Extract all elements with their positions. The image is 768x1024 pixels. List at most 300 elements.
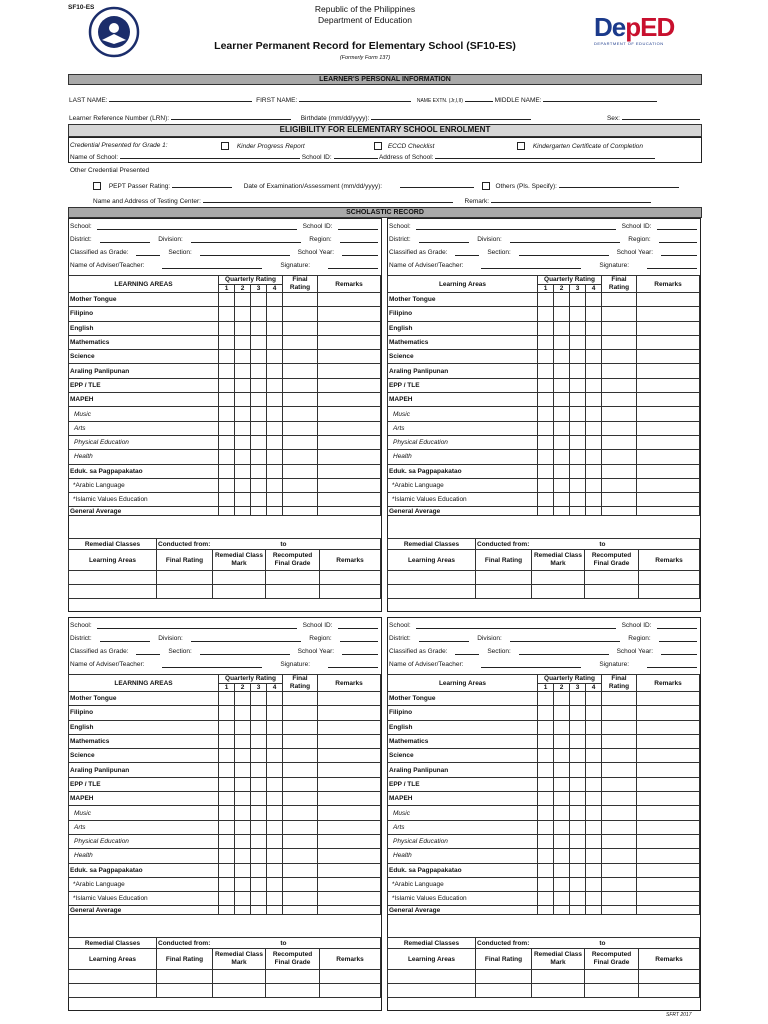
remedial-cell[interactable] xyxy=(639,585,700,599)
grade-cell[interactable] xyxy=(251,777,267,791)
blank-line[interactable] xyxy=(200,648,290,655)
grade-cell[interactable] xyxy=(570,393,586,407)
grade-cell[interactable] xyxy=(554,407,570,421)
grade-cell[interactable] xyxy=(318,892,381,906)
grade-cell[interactable] xyxy=(219,364,235,378)
remedial-cell[interactable] xyxy=(388,571,476,585)
blank-line[interactable] xyxy=(338,622,378,629)
grade-cell[interactable] xyxy=(219,906,235,915)
grade-cell[interactable] xyxy=(570,806,586,820)
grade-cell[interactable] xyxy=(538,350,554,364)
grade-cell[interactable] xyxy=(219,763,235,777)
blank-line[interactable] xyxy=(340,635,378,642)
grade-cell[interactable] xyxy=(602,335,637,349)
grade-cell[interactable] xyxy=(554,763,570,777)
grade-cell[interactable] xyxy=(554,393,570,407)
grade-cell[interactable] xyxy=(586,806,602,820)
grade-cell[interactable] xyxy=(554,692,570,706)
grade-cell[interactable] xyxy=(235,293,251,307)
grade-cell[interactable] xyxy=(570,834,586,848)
grade-cell[interactable] xyxy=(283,834,318,848)
remedial-cell[interactable] xyxy=(476,970,532,984)
grade-cell[interactable] xyxy=(267,692,283,706)
grade-cell[interactable] xyxy=(283,493,318,507)
testing-center-field[interactable] xyxy=(203,196,453,203)
grade-cell[interactable] xyxy=(538,293,554,307)
grade-cell[interactable] xyxy=(251,421,267,435)
remedial-cell[interactable] xyxy=(320,970,381,984)
blank-line[interactable] xyxy=(97,622,297,629)
grade-cell[interactable] xyxy=(637,464,700,478)
remedial-cell[interactable] xyxy=(213,970,266,984)
grade-cell[interactable] xyxy=(235,307,251,321)
grade-cell[interactable] xyxy=(251,378,267,392)
grade-cell[interactable] xyxy=(318,692,381,706)
grade-cell[interactable] xyxy=(318,307,381,321)
grade-cell[interactable] xyxy=(586,307,602,321)
grade-cell[interactable] xyxy=(251,350,267,364)
grade-cell[interactable] xyxy=(554,777,570,791)
grade-cell[interactable] xyxy=(586,734,602,748)
grade-cell[interactable] xyxy=(586,450,602,464)
grade-cell[interactable] xyxy=(554,378,570,392)
grade-cell[interactable] xyxy=(586,720,602,734)
grade-cell[interactable] xyxy=(318,792,381,806)
grade-cell[interactable] xyxy=(586,350,602,364)
grade-cell[interactable] xyxy=(235,806,251,820)
grade-cell[interactable] xyxy=(570,335,586,349)
grade-cell[interactable] xyxy=(283,450,318,464)
grade-cell[interactable] xyxy=(570,350,586,364)
grade-cell[interactable] xyxy=(554,749,570,763)
grade-cell[interactable] xyxy=(235,450,251,464)
grade-cell[interactable] xyxy=(602,450,637,464)
grade-cell[interactable] xyxy=(602,877,637,891)
blank-line[interactable] xyxy=(162,661,262,668)
grade-cell[interactable] xyxy=(318,820,381,834)
grade-cell[interactable] xyxy=(554,435,570,449)
grade-cell[interactable] xyxy=(251,364,267,378)
grade-cell[interactable] xyxy=(586,777,602,791)
grade-cell[interactable] xyxy=(267,421,283,435)
grade-cell[interactable] xyxy=(570,493,586,507)
grade-cell[interactable] xyxy=(235,378,251,392)
grade-cell[interactable] xyxy=(267,335,283,349)
grade-cell[interactable] xyxy=(570,435,586,449)
grade-cell[interactable] xyxy=(637,507,700,516)
grade-cell[interactable] xyxy=(570,692,586,706)
grade-cell[interactable] xyxy=(251,450,267,464)
grade-cell[interactable] xyxy=(538,393,554,407)
blank-line[interactable] xyxy=(342,249,378,256)
grade-cell[interactable] xyxy=(538,792,554,806)
grade-cell[interactable] xyxy=(637,820,700,834)
grade-cell[interactable] xyxy=(251,293,267,307)
grade-cell[interactable] xyxy=(219,478,235,492)
grade-cell[interactable] xyxy=(602,350,637,364)
grade-cell[interactable] xyxy=(267,393,283,407)
grade-cell[interactable] xyxy=(538,706,554,720)
grade-cell[interactable] xyxy=(219,706,235,720)
grade-cell[interactable] xyxy=(586,706,602,720)
grade-cell[interactable] xyxy=(267,378,283,392)
grade-cell[interactable] xyxy=(586,321,602,335)
blank-line[interactable] xyxy=(519,249,609,256)
grade-cell[interactable] xyxy=(637,335,700,349)
grade-cell[interactable] xyxy=(235,464,251,478)
grade-cell[interactable] xyxy=(602,307,637,321)
blank-line[interactable] xyxy=(416,223,616,230)
grade-cell[interactable] xyxy=(586,792,602,806)
grade-cell[interactable] xyxy=(235,407,251,421)
grade-cell[interactable] xyxy=(637,307,700,321)
grade-cell[interactable] xyxy=(267,706,283,720)
grade-cell[interactable] xyxy=(318,378,381,392)
grade-cell[interactable] xyxy=(267,507,283,516)
grade-cell[interactable] xyxy=(586,763,602,777)
remedial-cell[interactable] xyxy=(69,970,157,984)
grade-cell[interactable] xyxy=(637,763,700,777)
exam-date-field[interactable] xyxy=(400,181,474,188)
grade-cell[interactable] xyxy=(235,877,251,891)
grade-cell[interactable] xyxy=(219,407,235,421)
grade-cell[interactable] xyxy=(318,834,381,848)
grade-cell[interactable] xyxy=(318,464,381,478)
remedial-cell[interactable] xyxy=(157,571,213,585)
grade-cell[interactable] xyxy=(318,478,381,492)
grade-cell[interactable] xyxy=(283,777,318,791)
blank-line[interactable] xyxy=(419,635,469,642)
grade-cell[interactable] xyxy=(538,378,554,392)
grade-cell[interactable] xyxy=(602,507,637,516)
address-field[interactable] xyxy=(435,152,655,159)
grade-cell[interactable] xyxy=(538,450,554,464)
grade-cell[interactable] xyxy=(267,877,283,891)
grade-cell[interactable] xyxy=(554,863,570,877)
blank-line[interactable] xyxy=(419,236,469,243)
grade-cell[interactable] xyxy=(283,692,318,706)
grade-cell[interactable] xyxy=(586,834,602,848)
grade-cell[interactable] xyxy=(235,834,251,848)
grade-cell[interactable] xyxy=(637,435,700,449)
grade-cell[interactable] xyxy=(637,749,700,763)
blank-line[interactable] xyxy=(340,236,378,243)
grade-cell[interactable] xyxy=(235,493,251,507)
grade-cell[interactable] xyxy=(219,435,235,449)
grade-cell[interactable] xyxy=(554,335,570,349)
grade-cell[interactable] xyxy=(570,877,586,891)
grade-cell[interactable] xyxy=(538,421,554,435)
grade-cell[interactable] xyxy=(283,906,318,915)
grade-cell[interactable] xyxy=(235,892,251,906)
grade-cell[interactable] xyxy=(235,335,251,349)
grade-cell[interactable] xyxy=(637,692,700,706)
remedial-cell[interactable] xyxy=(266,970,320,984)
grade-cell[interactable] xyxy=(602,763,637,777)
name-ext-field[interactable] xyxy=(465,95,493,102)
grade-cell[interactable] xyxy=(570,478,586,492)
grade-cell[interactable] xyxy=(219,749,235,763)
grade-cell[interactable] xyxy=(283,421,318,435)
grade-cell[interactable] xyxy=(283,706,318,720)
grade-cell[interactable] xyxy=(318,806,381,820)
grade-cell[interactable] xyxy=(235,849,251,863)
blank-line[interactable] xyxy=(136,249,160,256)
grade-cell[interactable] xyxy=(570,321,586,335)
pept-rating-field[interactable] xyxy=(172,181,232,188)
remedial-cell[interactable] xyxy=(69,585,157,599)
remedial-cell[interactable] xyxy=(388,970,476,984)
grade-cell[interactable] xyxy=(554,493,570,507)
grade-cell[interactable] xyxy=(235,478,251,492)
grade-cell[interactable] xyxy=(554,450,570,464)
grade-cell[interactable] xyxy=(283,393,318,407)
grade-cell[interactable] xyxy=(538,435,554,449)
others-field[interactable] xyxy=(559,181,679,188)
grade-cell[interactable] xyxy=(538,692,554,706)
grade-cell[interactable] xyxy=(318,393,381,407)
grade-cell[interactable] xyxy=(283,321,318,335)
grade-cell[interactable] xyxy=(554,792,570,806)
grade-cell[interactable] xyxy=(219,806,235,820)
grade-cell[interactable] xyxy=(219,892,235,906)
sex-field[interactable] xyxy=(622,113,700,120)
grade-cell[interactable] xyxy=(219,692,235,706)
grade-cell[interactable] xyxy=(586,849,602,863)
grade-cell[interactable] xyxy=(554,464,570,478)
grade-cell[interactable] xyxy=(219,321,235,335)
kinder-cert-checkbox[interactable] xyxy=(517,142,525,150)
grade-cell[interactable] xyxy=(586,435,602,449)
grade-cell[interactable] xyxy=(318,350,381,364)
grade-cell[interactable] xyxy=(235,435,251,449)
grade-cell[interactable] xyxy=(637,293,700,307)
grade-cell[interactable] xyxy=(235,706,251,720)
grade-cell[interactable] xyxy=(235,863,251,877)
grade-cell[interactable] xyxy=(570,892,586,906)
grade-cell[interactable] xyxy=(251,906,267,915)
grade-cell[interactable] xyxy=(219,720,235,734)
grade-cell[interactable] xyxy=(538,777,554,791)
grade-cell[interactable] xyxy=(283,464,318,478)
grade-cell[interactable] xyxy=(283,792,318,806)
grade-cell[interactable] xyxy=(267,763,283,777)
grade-cell[interactable] xyxy=(554,350,570,364)
grade-cell[interactable] xyxy=(251,493,267,507)
grade-cell[interactable] xyxy=(637,734,700,748)
blank-line[interactable] xyxy=(659,635,697,642)
grade-cell[interactable] xyxy=(283,435,318,449)
grade-cell[interactable] xyxy=(602,321,637,335)
grade-cell[interactable] xyxy=(318,450,381,464)
grade-cell[interactable] xyxy=(318,906,381,915)
grade-cell[interactable] xyxy=(235,321,251,335)
grade-cell[interactable] xyxy=(586,407,602,421)
blank-line[interactable] xyxy=(200,249,290,256)
grade-cell[interactable] xyxy=(637,906,700,915)
remedial-cell[interactable] xyxy=(213,571,266,585)
grade-cell[interactable] xyxy=(219,777,235,791)
grade-cell[interactable] xyxy=(219,877,235,891)
grade-cell[interactable] xyxy=(586,820,602,834)
blank-line[interactable] xyxy=(481,262,581,269)
grade-cell[interactable] xyxy=(602,378,637,392)
grade-cell[interactable] xyxy=(267,849,283,863)
grade-cell[interactable] xyxy=(251,335,267,349)
grade-cell[interactable] xyxy=(602,749,637,763)
grade-cell[interactable] xyxy=(554,849,570,863)
grade-cell[interactable] xyxy=(283,293,318,307)
grade-cell[interactable] xyxy=(602,435,637,449)
grade-cell[interactable] xyxy=(251,706,267,720)
grade-cell[interactable] xyxy=(318,493,381,507)
blank-line[interactable] xyxy=(510,635,620,642)
grade-cell[interactable] xyxy=(570,763,586,777)
grade-cell[interactable] xyxy=(267,321,283,335)
grade-cell[interactable] xyxy=(538,720,554,734)
blank-line[interactable] xyxy=(328,262,378,269)
lrn-field[interactable] xyxy=(171,113,291,120)
grade-cell[interactable] xyxy=(251,806,267,820)
grade-cell[interactable] xyxy=(318,407,381,421)
blank-line[interactable] xyxy=(661,249,697,256)
remedial-cell[interactable] xyxy=(266,984,320,998)
remedial-cell[interactable] xyxy=(476,984,532,998)
remedial-cell[interactable] xyxy=(213,585,266,599)
grade-cell[interactable] xyxy=(283,364,318,378)
grade-cell[interactable] xyxy=(267,806,283,820)
blank-line[interactable] xyxy=(338,223,378,230)
grade-cell[interactable] xyxy=(283,763,318,777)
grade-cell[interactable] xyxy=(554,906,570,915)
grade-cell[interactable] xyxy=(586,877,602,891)
grade-cell[interactable] xyxy=(267,720,283,734)
grade-cell[interactable] xyxy=(251,321,267,335)
grade-cell[interactable] xyxy=(318,863,381,877)
grade-cell[interactable] xyxy=(318,734,381,748)
grade-cell[interactable] xyxy=(267,364,283,378)
remedial-cell[interactable] xyxy=(320,984,381,998)
grade-cell[interactable] xyxy=(219,464,235,478)
remedial-cell[interactable] xyxy=(213,984,266,998)
grade-cell[interactable] xyxy=(554,877,570,891)
grade-cell[interactable] xyxy=(538,892,554,906)
grade-cell[interactable] xyxy=(538,307,554,321)
grade-cell[interactable] xyxy=(235,906,251,915)
remedial-cell[interactable] xyxy=(157,984,213,998)
grade-cell[interactable] xyxy=(267,464,283,478)
grade-cell[interactable] xyxy=(602,849,637,863)
blank-line[interactable] xyxy=(100,635,150,642)
grade-cell[interactable] xyxy=(602,493,637,507)
grade-cell[interactable] xyxy=(283,335,318,349)
grade-cell[interactable] xyxy=(586,421,602,435)
grade-cell[interactable] xyxy=(318,421,381,435)
grade-cell[interactable] xyxy=(251,763,267,777)
blank-line[interactable] xyxy=(481,661,581,668)
grade-cell[interactable] xyxy=(251,720,267,734)
grade-cell[interactable] xyxy=(637,364,700,378)
name-of-school-field[interactable] xyxy=(120,152,300,159)
grade-cell[interactable] xyxy=(637,863,700,877)
grade-cell[interactable] xyxy=(602,892,637,906)
grade-cell[interactable] xyxy=(554,806,570,820)
grade-cell[interactable] xyxy=(570,450,586,464)
grade-cell[interactable] xyxy=(602,834,637,848)
grade-cell[interactable] xyxy=(586,293,602,307)
grade-cell[interactable] xyxy=(538,321,554,335)
grade-cell[interactable] xyxy=(538,364,554,378)
grade-cell[interactable] xyxy=(602,792,637,806)
grade-cell[interactable] xyxy=(602,777,637,791)
grade-cell[interactable] xyxy=(602,863,637,877)
grade-cell[interactable] xyxy=(570,293,586,307)
grade-cell[interactable] xyxy=(570,378,586,392)
grade-cell[interactable] xyxy=(251,749,267,763)
grade-cell[interactable] xyxy=(602,706,637,720)
grade-cell[interactable] xyxy=(570,407,586,421)
grade-cell[interactable] xyxy=(570,863,586,877)
grade-cell[interactable] xyxy=(283,877,318,891)
blank-line[interactable] xyxy=(657,223,697,230)
grade-cell[interactable] xyxy=(602,478,637,492)
remedial-cell[interactable] xyxy=(532,571,585,585)
grade-cell[interactable] xyxy=(602,720,637,734)
grade-cell[interactable] xyxy=(235,763,251,777)
blank-line[interactable] xyxy=(100,236,150,243)
grade-cell[interactable] xyxy=(318,364,381,378)
grade-cell[interactable] xyxy=(570,749,586,763)
grade-cell[interactable] xyxy=(538,820,554,834)
grade-cell[interactable] xyxy=(637,450,700,464)
blank-line[interactable] xyxy=(191,236,301,243)
grade-cell[interactable] xyxy=(283,863,318,877)
blank-line[interactable] xyxy=(519,648,609,655)
grade-cell[interactable] xyxy=(251,820,267,834)
grade-cell[interactable] xyxy=(251,507,267,516)
grade-cell[interactable] xyxy=(637,493,700,507)
grade-cell[interactable] xyxy=(267,450,283,464)
grade-cell[interactable] xyxy=(318,749,381,763)
grade-cell[interactable] xyxy=(318,720,381,734)
grade-cell[interactable] xyxy=(267,478,283,492)
grade-cell[interactable] xyxy=(602,464,637,478)
blank-line[interactable] xyxy=(659,236,697,243)
grade-cell[interactable] xyxy=(251,734,267,748)
grade-cell[interactable] xyxy=(283,478,318,492)
grade-cell[interactable] xyxy=(318,849,381,863)
grade-cell[interactable] xyxy=(235,734,251,748)
grade-cell[interactable] xyxy=(251,478,267,492)
grade-cell[interactable] xyxy=(235,777,251,791)
remedial-cell[interactable] xyxy=(639,571,700,585)
grade-cell[interactable] xyxy=(637,720,700,734)
grade-cell[interactable] xyxy=(235,421,251,435)
last-name-field[interactable] xyxy=(109,95,252,102)
blank-line[interactable] xyxy=(191,635,301,642)
grade-cell[interactable] xyxy=(554,706,570,720)
grade-cell[interactable] xyxy=(251,877,267,891)
grade-cell[interactable] xyxy=(283,734,318,748)
blank-line[interactable] xyxy=(136,648,160,655)
grade-cell[interactable] xyxy=(637,849,700,863)
grade-cell[interactable] xyxy=(219,421,235,435)
grade-cell[interactable] xyxy=(570,734,586,748)
grade-cell[interactable] xyxy=(602,364,637,378)
grade-cell[interactable] xyxy=(586,892,602,906)
remedial-cell[interactable] xyxy=(388,585,476,599)
remedial-cell[interactable] xyxy=(266,585,320,599)
